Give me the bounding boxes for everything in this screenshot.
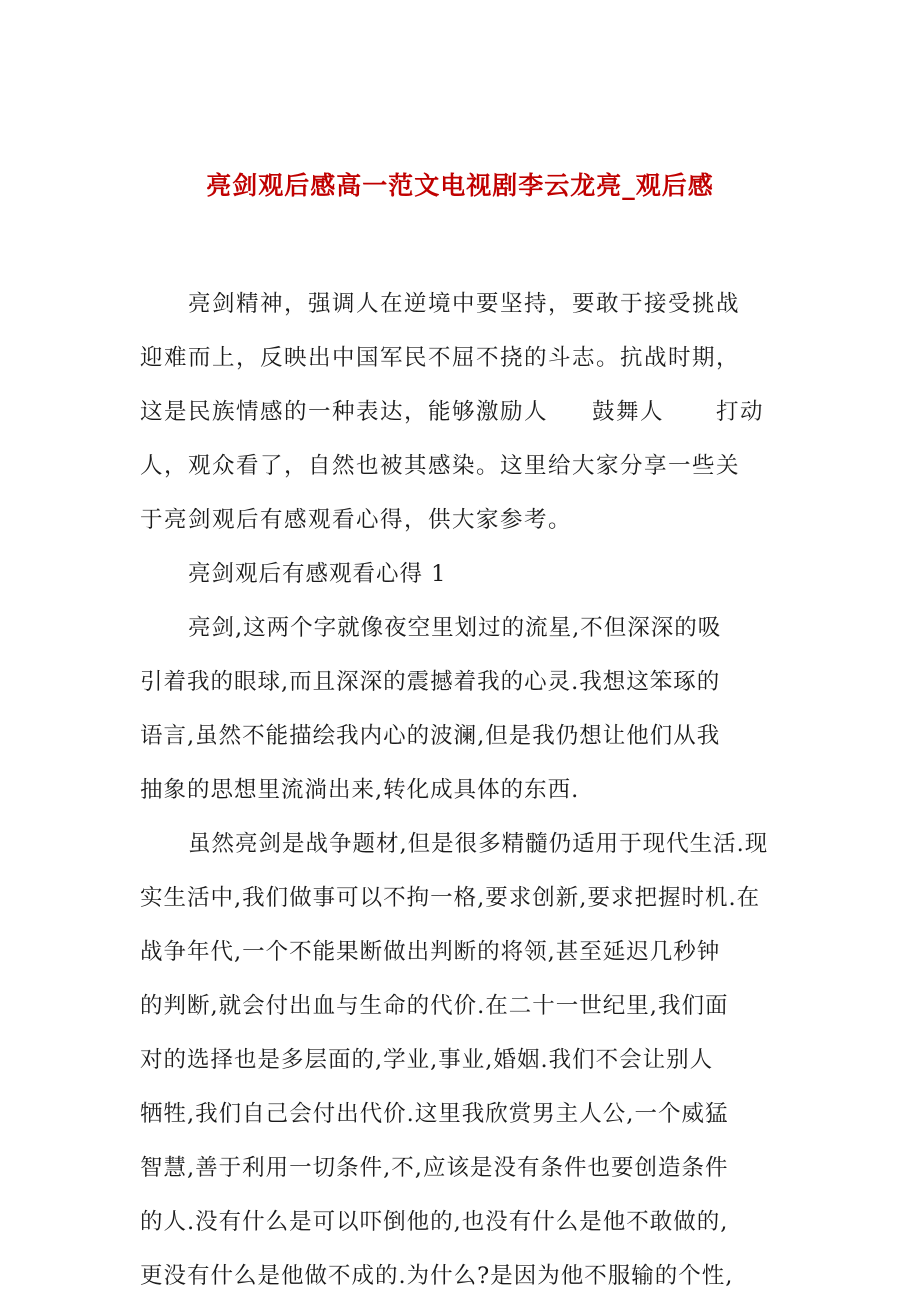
paragraph-line: 引着我的眼球,而且深深的震撼着我的心灵.我想这笨琢的 [140, 669, 721, 695]
paragraph-line: 实生活中,我们做事可以不拘一格,要求创新,要求把握时机.在 [140, 885, 761, 911]
section-heading: 亮剑观后有感观看心得 1 [188, 561, 447, 587]
paragraph-line: 的人.没有什么是可以吓倒他的,也没有什么是他不敢做的, [140, 1209, 729, 1235]
intro-line: 迎难而上，反映出中国军民不屈不挠的斗志。抗战时期， [140, 345, 741, 371]
intro-line: 亮剑精神，强调人在逆境中要坚持，要敢于接受挑战 [188, 291, 741, 317]
paragraph-line: 对的选择也是多层面的,学业,事业,婚姻.我们不会让别人 [140, 1047, 714, 1073]
paragraph-line: 牺牲,我们自己会付出代价.这里我欣赏男主人公,一个威猛 [140, 1101, 729, 1127]
paragraph-line: 智慧,善于利用一切条件,不,应该是没有条件也要创造条件 [140, 1155, 729, 1181]
paragraph-line: 的判断,就会付出血与生命的代价.在二十一世纪里,我们面 [140, 993, 729, 1019]
intro-line-segment: 鼓舞人 [592, 399, 665, 425]
document-title: 亮剑观后感高一范文电视剧李云龙亮_观后感 [206, 171, 714, 200]
paragraph-line: 抽象的思想里流淌出来,转化成具体的东西. [140, 777, 580, 803]
paragraph-line: 战争年代,一个不能果断做出判断的将领,甚至延迟几秒钟 [140, 939, 721, 965]
intro-line [140, 397, 764, 427]
paragraph-line: 虽然亮剑是战争题材,但是很多精髓仍适用于现代生活.现 [188, 831, 769, 857]
paragraph-line: 语言,虽然不能描绘我内心的波澜,但是我仍想让他们从我 [140, 723, 721, 749]
intro-line: 于亮剑观后有感观看心得，供大家参考。 [140, 507, 573, 533]
paragraph-line: 更没有什么是他做不成的.为什么?是因为他不服输的个性, [140, 1263, 734, 1289]
paragraph-line: 亮剑,这两个字就像夜空里划过的流星,不但深深的吸 [188, 615, 722, 641]
intro-line: 人，观众看了，自然也被其感染。这里给大家分享一些关 [140, 453, 741, 479]
intro-line-segment: 这是民族情感的一种表达，能够激励人 [140, 399, 549, 425]
intro-line-segment: 打动 [716, 399, 765, 425]
